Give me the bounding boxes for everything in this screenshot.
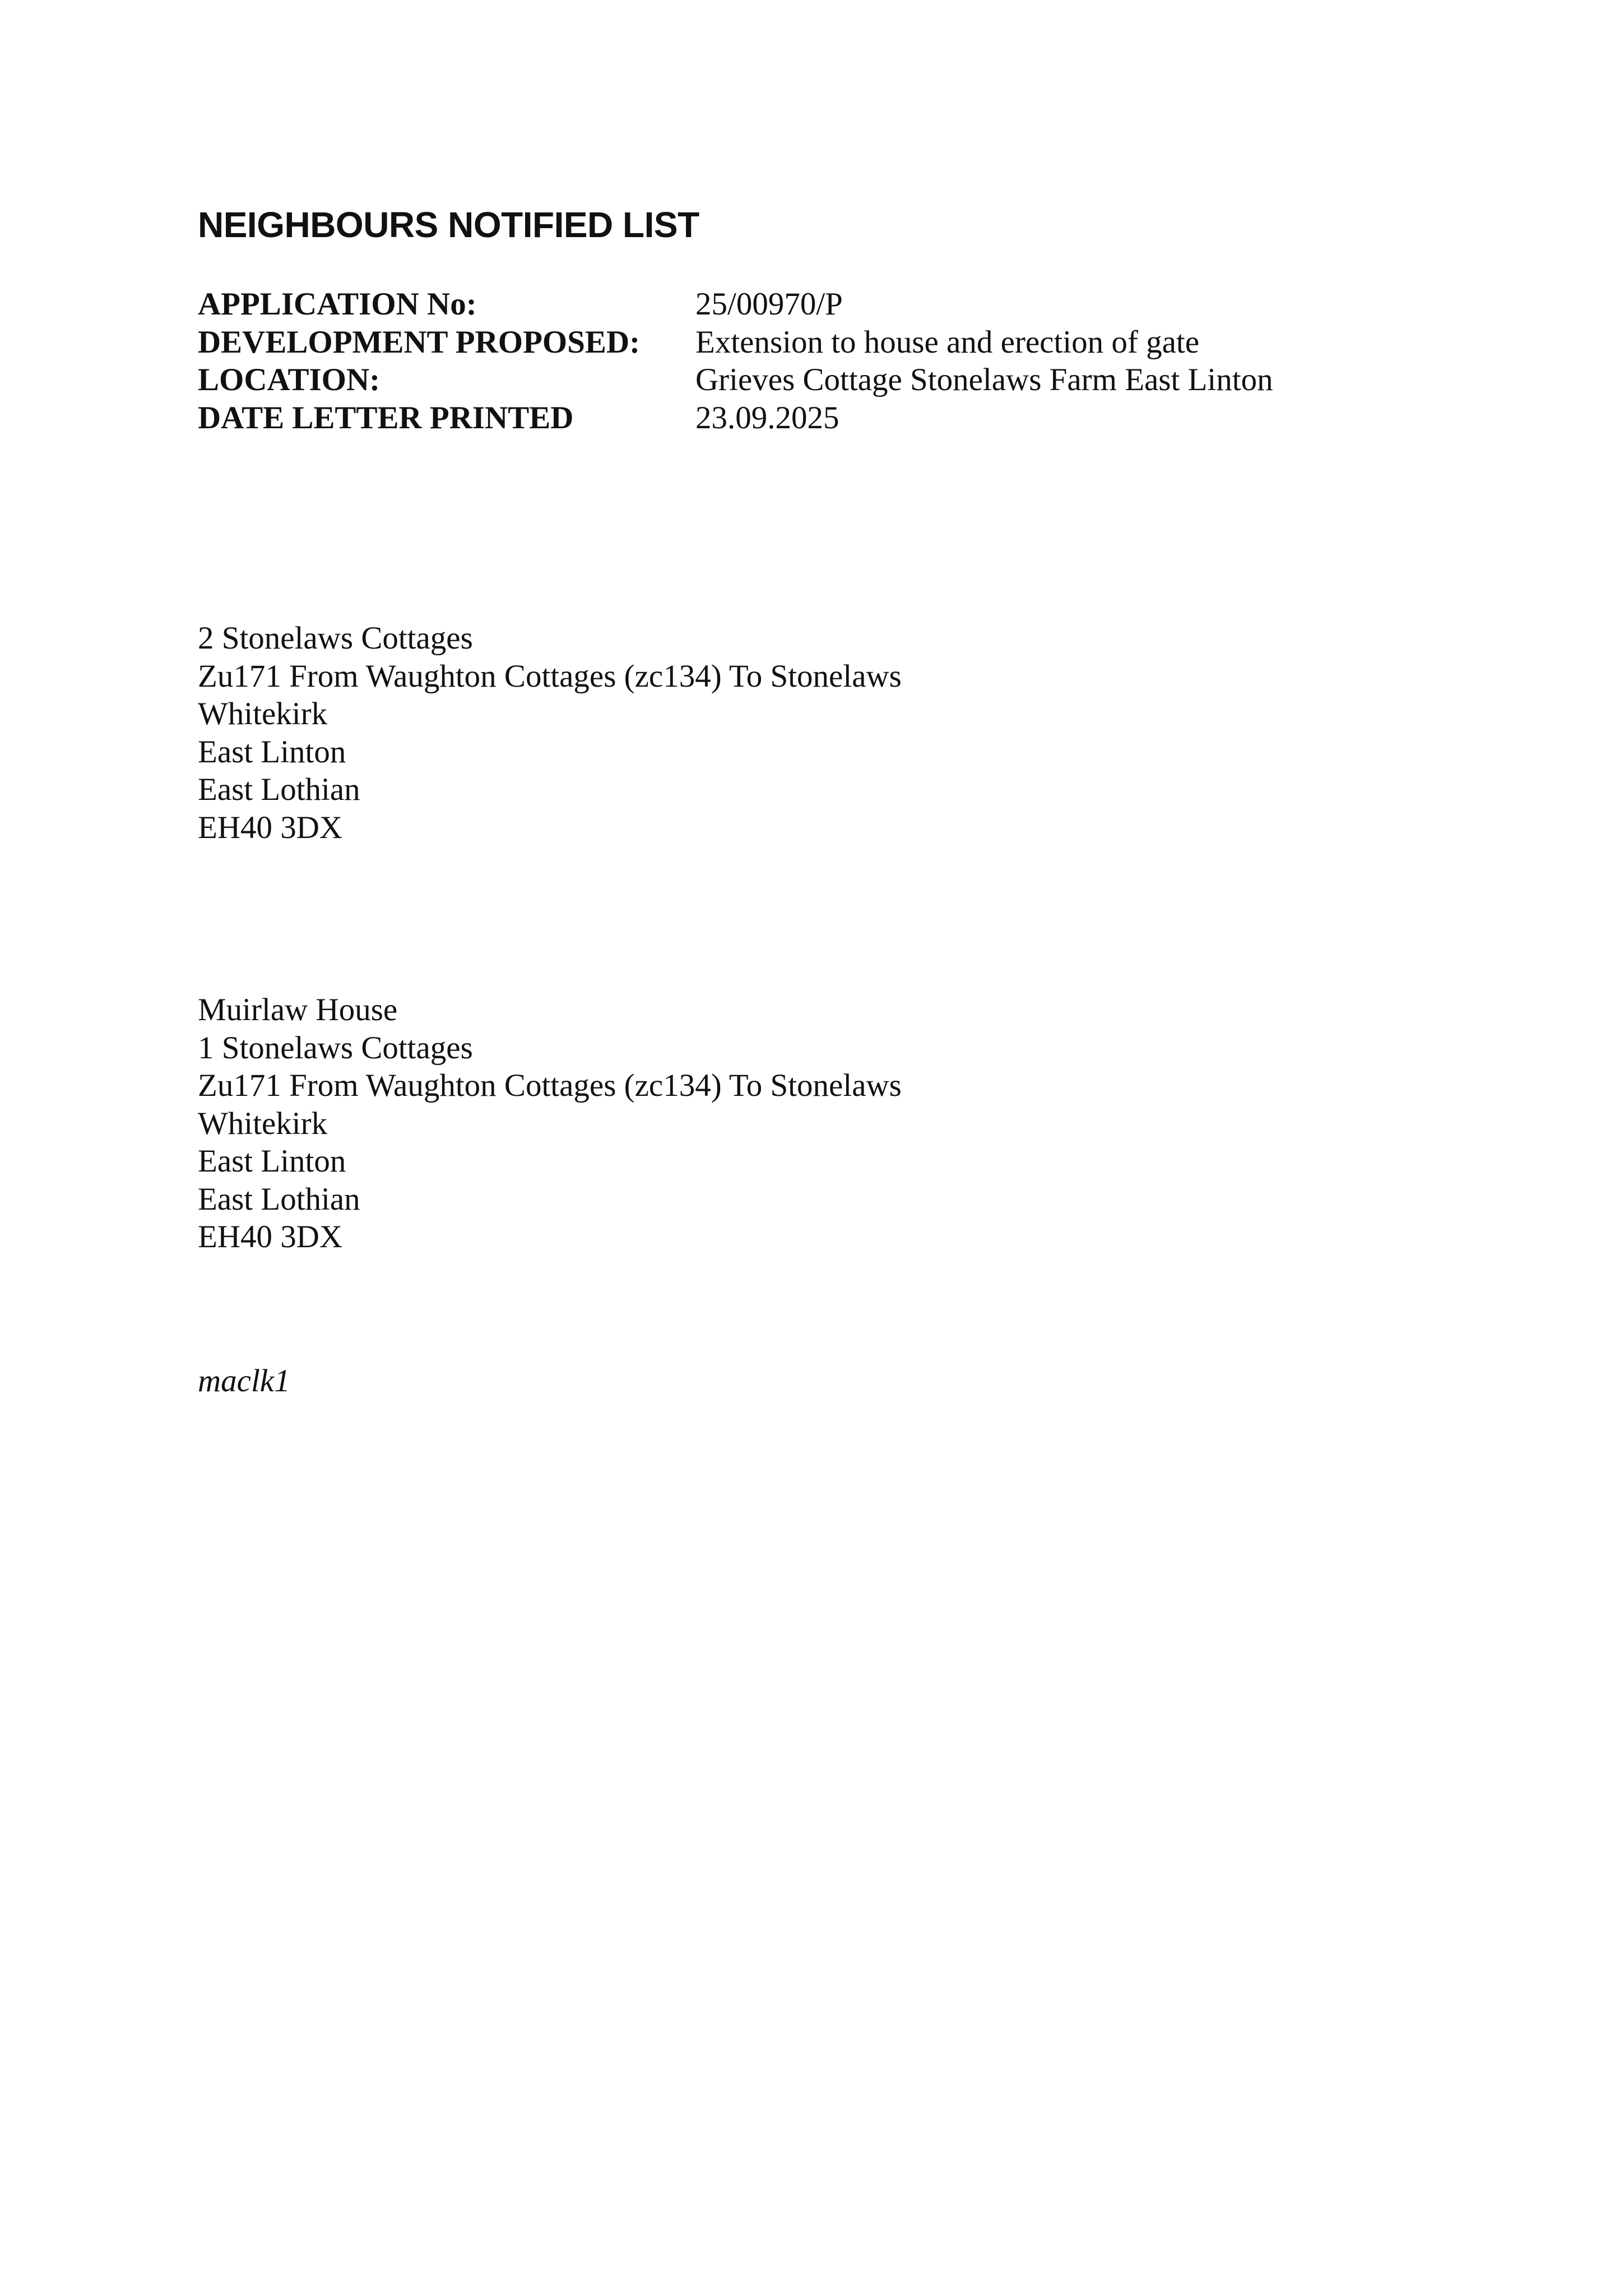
officer-reference: maclk1 [198,1363,290,1399]
detail-row-development-proposed [198,323,1273,362]
address-line: Whitekirk [198,1105,328,1141]
address-line: Zu171 From Waughton Cottages (zc134) To Stonelaws [198,1068,902,1103]
detail-row-location [198,361,1273,399]
neighbour-address-1 [198,619,902,846]
detail-label: DATE LETTER PRINTED [198,400,574,436]
address-line: 2 Stonelaws Cottages [198,621,473,656]
address-line: EH40 3DX [198,1219,343,1255]
detail-value: 25/00970/P [695,286,843,322]
address-line: East Lothian [198,1181,360,1217]
address-line: Muirlaw House [198,992,398,1027]
address-line: East Linton [198,734,346,770]
address-line: Whitekirk [198,696,328,732]
application-details [198,285,1273,437]
address-line: East Lothian [198,772,360,807]
address-line: East Linton [198,1144,346,1179]
detail-label: APPLICATION No: [198,286,477,322]
detail-row-date-letter-printed [198,399,1273,437]
detail-value: Grieves Cottage Stonelaws Farm East Linton [695,362,1273,397]
detail-label: LOCATION: [198,362,381,397]
document-title: NEIGHBOURS NOTIFIED LIST [198,205,699,245]
neighbour-address-2 [198,991,902,1256]
detail-value: 23.09.2025 [695,400,839,436]
address-line: EH40 3DX [198,809,343,845]
address-line: 1 Stonelaws Cottages [198,1030,473,1066]
detail-label: DEVELOPMENT PROPOSED: [198,324,641,360]
detail-row-application-number [198,285,1273,323]
address-line: Zu171 From Waughton Cottages (zc134) To Stonelaws [198,658,902,694]
detail-value: Extension to house and erection of gate [695,324,1200,360]
